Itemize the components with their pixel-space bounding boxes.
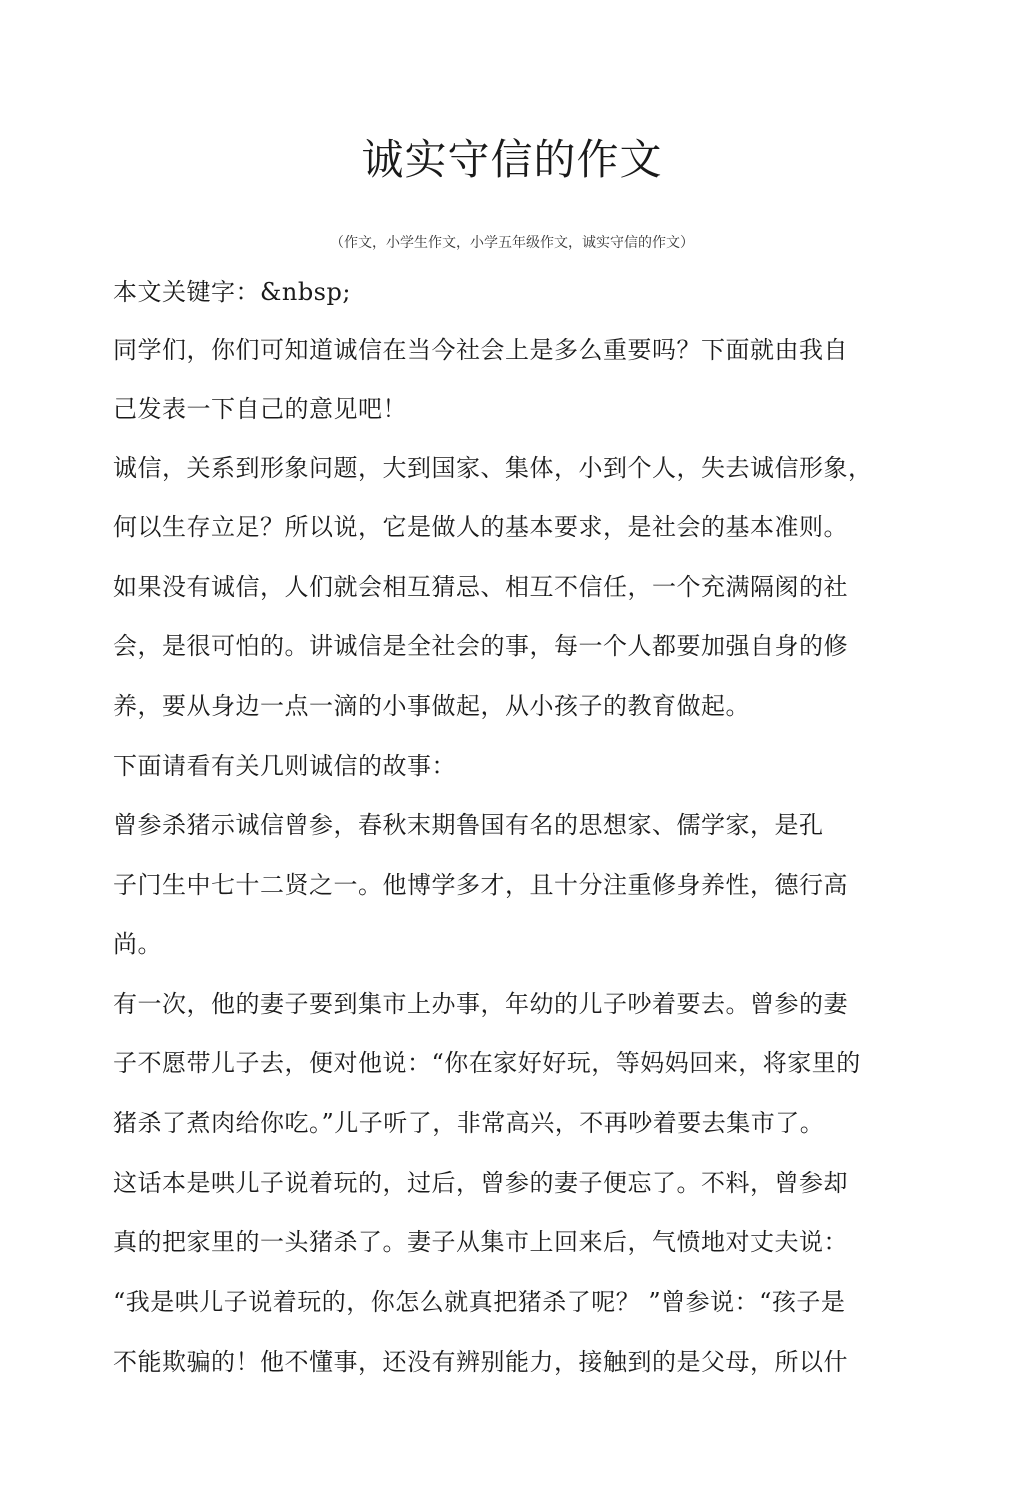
body-line: 诚信，关系到形象问题，大到国家、集体，小到个人，失去诚信形象， bbox=[113, 454, 873, 482]
body-line: 这话本是哄儿子说着玩的，过后，曾参的妻子便忘了。不料，曾参却 bbox=[113, 1169, 848, 1197]
keywords-line: 本文关键字：&nbsp; bbox=[113, 278, 351, 306]
body-line: 养，要从身边一点一滴的小事做起，从小孩子的教育做起。 bbox=[113, 692, 750, 720]
body-line: 下面请看有关几则诚信的故事： bbox=[113, 752, 456, 780]
body-line: 如果没有诚信，人们就会相互猜忌、相互不信任，一个充满隔阂的社 bbox=[113, 573, 848, 601]
document-title: 诚实守信的作文 bbox=[361, 135, 663, 184]
body-line: 不能欺骗的！他不懂事，还没有辨别能力，接触到的是父母，所以什 bbox=[113, 1348, 848, 1376]
body-line: 同学们，你们可知道诚信在当今社会上是多么重要吗？下面就由我自 bbox=[113, 336, 848, 364]
document-tags: （作文，小学生作文，小学五年级作文，诚实守信的作文） bbox=[330, 235, 694, 251]
body-line: 己发表一下自己的意见吧！ bbox=[113, 395, 407, 423]
body-line: 尚。 bbox=[113, 930, 162, 958]
body-line: 猪杀了煮肉给你吃。”儿子听了，非常高兴，不再吵着要去集市了。 bbox=[113, 1109, 825, 1137]
body-line: 子不愿带儿子去，便对他说：“你在家好好玩，等妈妈回来，将家里的 bbox=[113, 1049, 861, 1077]
body-line: 何以生存立足？所以说，它是做人的基本要求，是社会的基本准则。 bbox=[113, 513, 848, 541]
body-line: “我是哄儿子说着玩的，你怎么就真把猪杀了呢？ ”曾参说：“孩子是 bbox=[113, 1288, 846, 1316]
body-line: 会，是很可怕的。讲诚信是全社会的事，每一个人都要加强自身的修 bbox=[113, 632, 848, 660]
body-line: 子门生中七十二贤之一。他博学多才，且十分注重修身养性，德行高 bbox=[113, 871, 848, 899]
body-line: 真的把家里的一头猪杀了。妻子从集市上回来后，气愤地对丈夫说： bbox=[113, 1228, 848, 1256]
body-line: 曾参杀猪示诚信曾参，春秋末期鲁国有名的思想家、儒学家，是孔 bbox=[113, 811, 824, 839]
body-line: 有一次，他的妻子要到集市上办事，年幼的儿子吵着要去。曾参的妻 bbox=[113, 990, 848, 1018]
